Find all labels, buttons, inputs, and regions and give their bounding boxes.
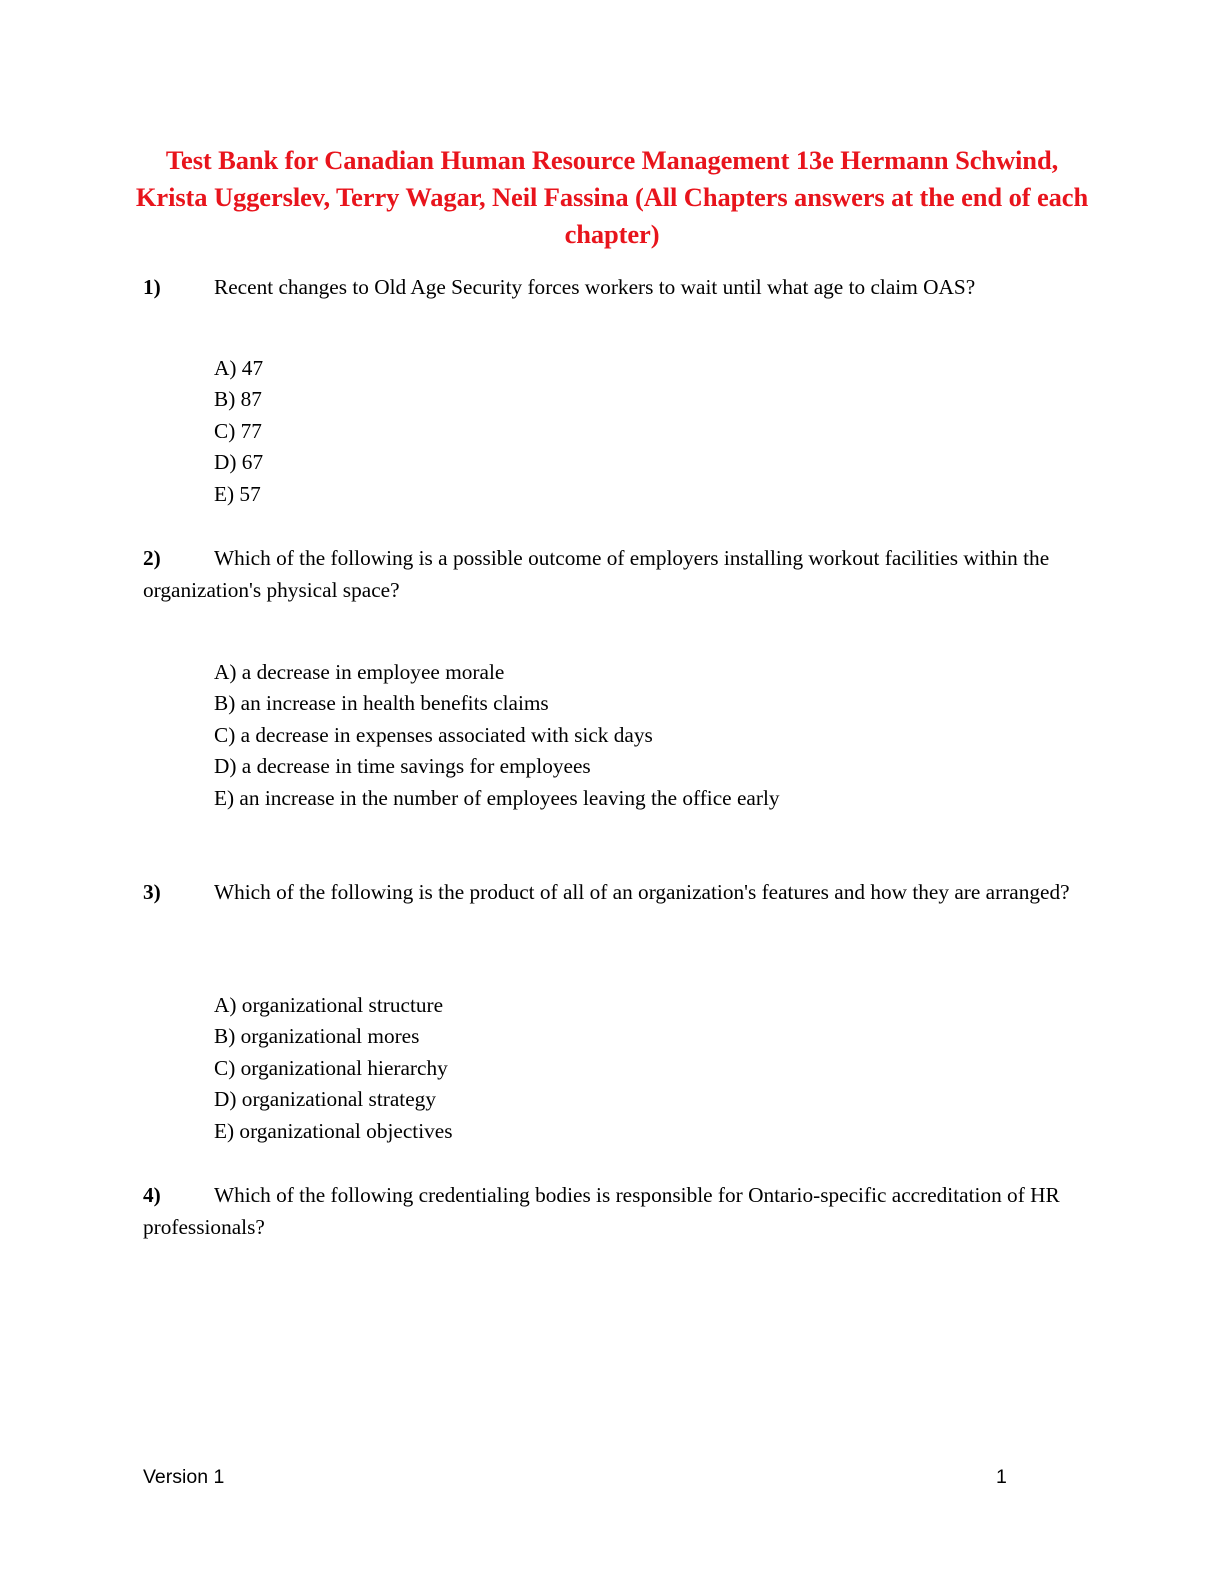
question-3 <box>143 876 1083 908</box>
option-a: A) organizational structure <box>214 993 444 1017</box>
option-a: A) a decrease in employee morale <box>214 660 505 684</box>
option-c: C) a decrease in expenses associated with sick days <box>214 722 653 747</box>
question-4 <box>143 1179 1083 1243</box>
option-b: B) an increase in health benefits claims <box>214 691 549 716</box>
question-2 <box>143 542 1083 606</box>
question-text: Which of the following is the product of all of an organization's features and how they are arranged? <box>214 880 1070 904</box>
option-b: B) organizational mores <box>214 1024 420 1049</box>
question-text: Which of the following is a possible outcome of employers installing workout facilities within the organization's physical space? <box>143 546 1050 602</box>
question-number: 3) <box>143 880 161 904</box>
option-a: A) 47 <box>214 356 264 380</box>
question-1-options <box>214 353 263 510</box>
question-1 <box>143 271 1083 303</box>
option-b: B) 87 <box>214 387 262 412</box>
document-title: Test Bank for Canadian Human Resource Management 13e Hermann Schwind, Krista Uggerslev, Terry Wagar, Neil Fassina (All Chapters answers at the end of each chapter) <box>135 145 1089 249</box>
option-c: C) organizational hierarchy <box>214 1055 448 1080</box>
option-c: C) 77 <box>214 418 262 443</box>
question-text: Recent changes to Old Age Security forces workers to wait until what age to claim OAS? <box>214 275 976 299</box>
question-2-options <box>214 657 780 814</box>
option-e: E) organizational objectives <box>214 1118 453 1143</box>
option-d: D) organizational strategy <box>214 1087 436 1112</box>
question-text: Which of the following credentialing bodies is responsible for Ontario-specific accreditation of HR professionals? <box>143 1183 1060 1239</box>
footer-version: Version 1 <box>143 1466 225 1488</box>
question-number: 4) <box>143 1183 161 1207</box>
option-e: E) an increase in the number of employees leaving the office early <box>214 785 780 810</box>
option-d: D) 67 <box>214 450 264 475</box>
question-number: 2) <box>143 546 161 570</box>
option-d: D) a decrease in time savings for employees <box>214 754 591 779</box>
option-e: E) 57 <box>214 481 261 506</box>
question-3-options <box>214 990 453 1147</box>
question-number: 1) <box>143 275 161 299</box>
footer-page-number: 1 <box>996 1466 1007 1488</box>
